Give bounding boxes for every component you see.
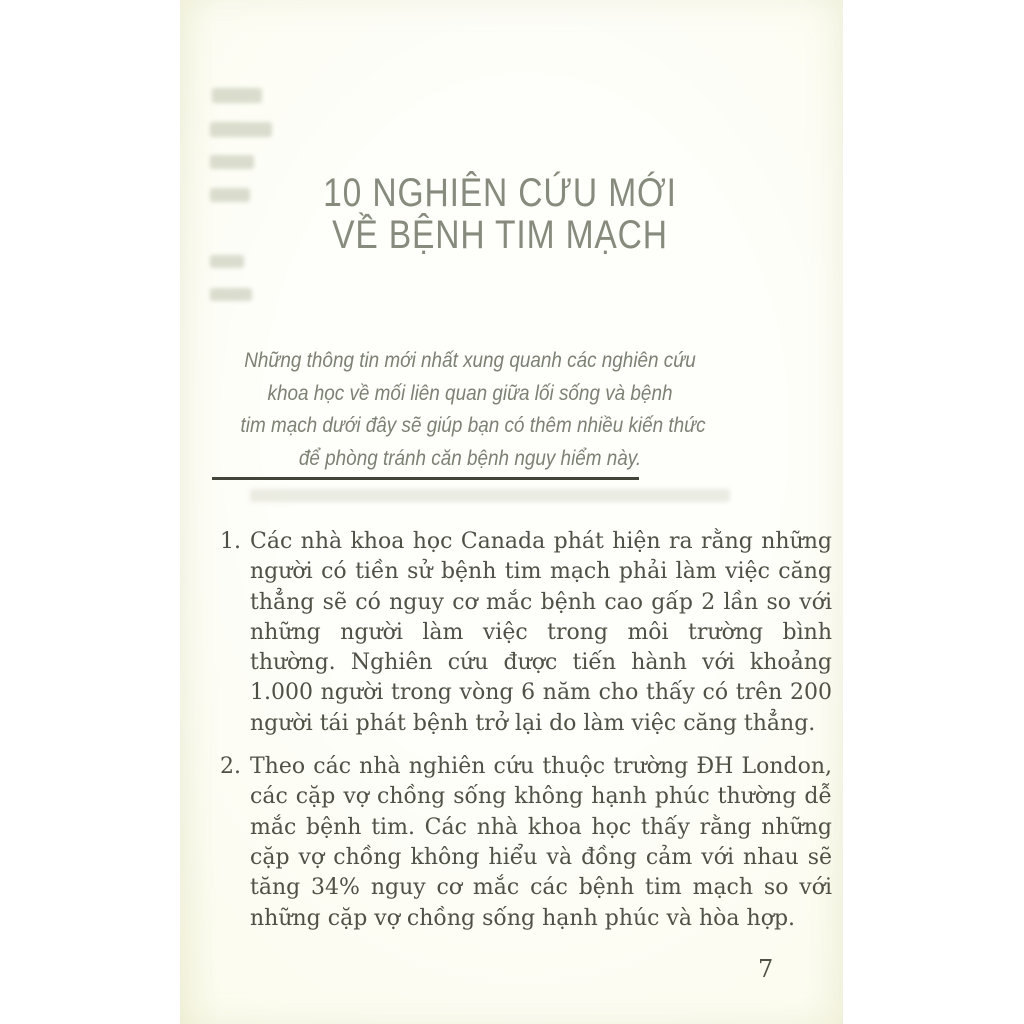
intro-line: Những thông tin mới nhất xung quanh các nghiên cứu [244, 349, 696, 372]
chapter-intro [215, 345, 725, 475]
bleed-through-mark [210, 288, 252, 301]
intro-line: tim mạch dưới đây sẽ giúp bạn có thêm nhiều kiến thức [240, 414, 706, 437]
item-text: Các nhà khoa học Canada phát hiện ra rằng những người có tiền sử bệnh tim mạch phải làm việc căng thẳng sẽ có nguy cơ mắc bệnh cao gấp 2 lần so với những người làm việc trong môi trường bình thường. Nghiên cứu được tiến hành với khoảng 1.000 người trong vòng 6 năm cho thấy có trên 200 người tái phát bệnh trở lại do làm việc căng thẳng. [250, 529, 832, 736]
list-item [219, 527, 832, 739]
bleed-through-mark [212, 88, 262, 103]
bleed-through-line [250, 489, 730, 502]
book-page [180, 0, 843, 1024]
list-item [219, 752, 832, 934]
chapter-title-line-2: VỀ BỆNH TIM MẠCH [332, 213, 668, 257]
item-text: Theo các nhà nghiên cứu thuộc trường ĐH London, các cặp vợ chồng sống không hạnh phúc thường dễ mắc bệnh tim. Các nhà khoa học thấy rằng những cặp vợ chồng không hiểu và đồng cảm với nhau sẽ tăng 34% nguy cơ mắc các bệnh tim mạch so với những cặp vợ chồng sống hạnh phúc và hòa hợp. [250, 754, 832, 931]
page-number: 7 [758, 955, 774, 983]
chapter-title-line-1: 10 NGHIÊN CỨU MỚI [323, 171, 677, 215]
divider-rule [212, 477, 639, 480]
item-number: 2. [220, 754, 241, 780]
intro-line: để phòng tránh căn bệnh nguy hiểm này. [298, 446, 642, 470]
intro-line: khoa học về mối liên quan giữa lối sống và bệnh [267, 381, 673, 405]
chapter-title [180, 172, 820, 256]
numbered-list [219, 527, 832, 947]
bleed-through-mark [210, 255, 244, 268]
bleed-through-mark [210, 122, 272, 137]
bleed-through-mark [210, 155, 254, 169]
item-number: 1. [220, 529, 241, 554]
